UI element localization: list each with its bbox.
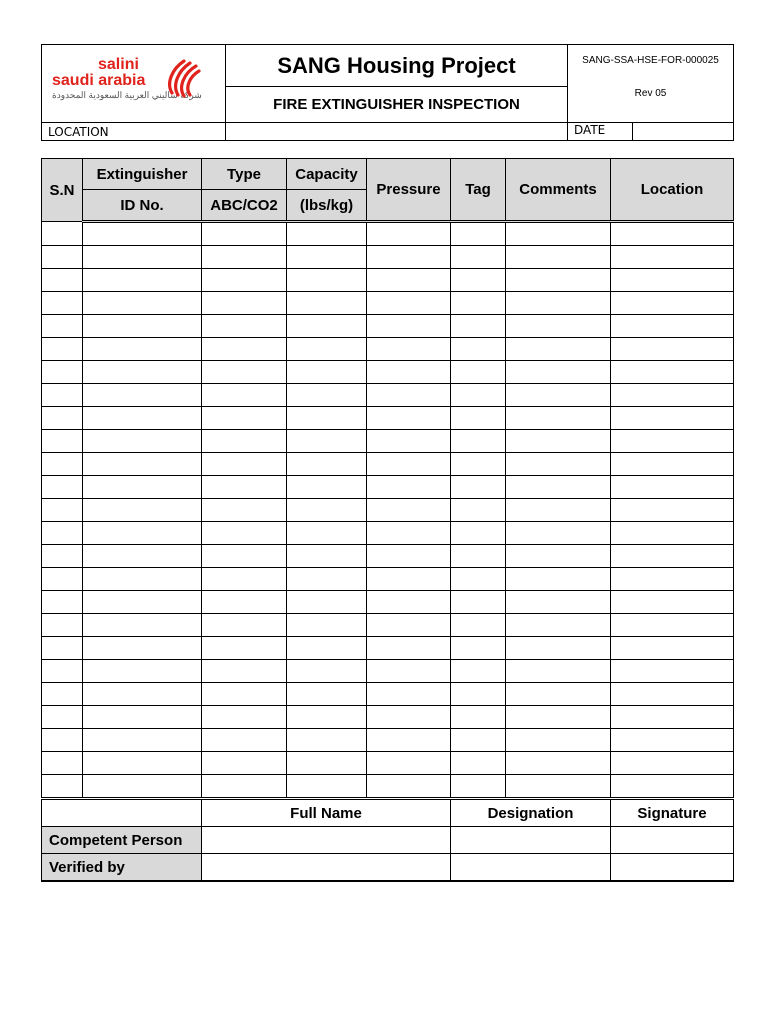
cell-tag[interactable]: [451, 683, 506, 706]
verified-by-signature-field[interactable]: [611, 854, 734, 882]
cell-tag[interactable]: [451, 637, 506, 660]
cell-location[interactable]: [611, 246, 734, 269]
cell-pressure[interactable]: [367, 683, 451, 706]
cell-comments[interactable]: [506, 430, 611, 453]
logo-line-1: salini: [98, 56, 139, 73]
cell-location[interactable]: [611, 614, 734, 637]
cell-sn[interactable]: [42, 545, 83, 568]
cell-location[interactable]: [611, 453, 734, 476]
table-row: [42, 752, 734, 775]
cell-tag[interactable]: [451, 499, 506, 522]
cell-type[interactable]: [202, 499, 287, 522]
cell-type[interactable]: [202, 361, 287, 384]
cell-comments[interactable]: [506, 453, 611, 476]
cell-type[interactable]: [202, 384, 287, 407]
competent-person-name-field[interactable]: [202, 827, 451, 854]
logo-line-3: شركة ساليني العربية السعودية المحدودة: [52, 90, 202, 100]
cell-type[interactable]: [202, 775, 287, 799]
cell-location[interactable]: [611, 269, 734, 292]
cell-location[interactable]: [611, 637, 734, 660]
cell-capacity[interactable]: [287, 430, 367, 453]
cell-location[interactable]: [611, 476, 734, 499]
cell-sn[interactable]: [42, 683, 83, 706]
cell-tag[interactable]: [451, 545, 506, 568]
cell-sn[interactable]: [42, 476, 83, 499]
cell-tag[interactable]: [451, 453, 506, 476]
table-row: [42, 222, 734, 246]
cell-comments[interactable]: [506, 614, 611, 637]
cell-comments[interactable]: [506, 729, 611, 752]
cell-type[interactable]: [202, 338, 287, 361]
table-row: [42, 729, 734, 752]
signoff-blank: [42, 799, 202, 827]
cell-capacity[interactable]: [287, 660, 367, 683]
cell-sn[interactable]: [42, 660, 83, 683]
table-row: [42, 522, 734, 545]
cell-extinguisher-id[interactable]: [83, 522, 202, 545]
cell-capacity[interactable]: [287, 637, 367, 660]
cell-pressure[interactable]: [367, 499, 451, 522]
cell-pressure[interactable]: [367, 476, 451, 499]
form-header: [41, 44, 734, 141]
cell-type[interactable]: [202, 729, 287, 752]
cell-sn[interactable]: [42, 315, 83, 338]
cell-type[interactable]: [202, 614, 287, 637]
cell-comments[interactable]: [506, 338, 611, 361]
cell-capacity[interactable]: [287, 269, 367, 292]
table-row: [42, 476, 734, 499]
cell-comments[interactable]: [506, 315, 611, 338]
cell-extinguisher-id[interactable]: [83, 246, 202, 269]
col-sn: S.N: [42, 159, 83, 222]
cell-extinguisher-id[interactable]: [83, 545, 202, 568]
cell-sn[interactable]: [42, 361, 83, 384]
cell-comments[interactable]: [506, 591, 611, 614]
date-cell: [568, 123, 734, 141]
table-row: [42, 407, 734, 430]
cell-capacity[interactable]: [287, 614, 367, 637]
cell-capacity[interactable]: [287, 292, 367, 315]
cell-type[interactable]: [202, 522, 287, 545]
cell-capacity[interactable]: [287, 361, 367, 384]
cell-location[interactable]: [611, 568, 734, 591]
table-row: [42, 292, 734, 315]
table-row: [42, 499, 734, 522]
verified-by-label: Verified by: [42, 854, 202, 882]
cell-sn[interactable]: [42, 729, 83, 752]
cell-location[interactable]: [611, 522, 734, 545]
cell-tag[interactable]: [451, 338, 506, 361]
cell-type[interactable]: [202, 453, 287, 476]
cell-tag[interactable]: [451, 568, 506, 591]
cell-tag[interactable]: [451, 706, 506, 729]
location-field[interactable]: [226, 123, 568, 141]
cell-type[interactable]: [202, 407, 287, 430]
cell-capacity[interactable]: [287, 706, 367, 729]
cell-extinguisher-id[interactable]: [83, 361, 202, 384]
cell-capacity[interactable]: [287, 775, 367, 799]
cell-tag[interactable]: [451, 522, 506, 545]
cell-capacity[interactable]: [287, 338, 367, 361]
cell-location[interactable]: [611, 407, 734, 430]
cell-location[interactable]: [611, 729, 734, 752]
col-tag: Tag: [451, 159, 506, 222]
cell-pressure[interactable]: [367, 752, 451, 775]
cell-sn[interactable]: [42, 614, 83, 637]
cell-extinguisher-id[interactable]: [83, 729, 202, 752]
col-extinguisher-id: ID No.: [83, 190, 202, 222]
cell-comments[interactable]: [506, 637, 611, 660]
cell-tag[interactable]: [451, 361, 506, 384]
cell-extinguisher-id[interactable]: [83, 775, 202, 799]
table-row: [42, 591, 734, 614]
table-row: [42, 545, 734, 568]
cell-location[interactable]: [611, 545, 734, 568]
cell-comments[interactable]: [506, 568, 611, 591]
cell-type[interactable]: [202, 315, 287, 338]
cell-type[interactable]: [202, 683, 287, 706]
table-row: [42, 637, 734, 660]
cell-comments[interactable]: [506, 269, 611, 292]
cell-tag[interactable]: [451, 315, 506, 338]
cell-sn[interactable]: [42, 499, 83, 522]
cell-sn[interactable]: [42, 637, 83, 660]
table-row: [42, 683, 734, 706]
col-type-sub: ABC/CO2: [202, 190, 287, 222]
cell-capacity[interactable]: [287, 591, 367, 614]
cell-type[interactable]: [202, 292, 287, 315]
cell-pressure[interactable]: [367, 706, 451, 729]
logo-swirl-icon: [162, 55, 202, 99]
cell-type[interactable]: [202, 706, 287, 729]
signoff-full-name-header: Full Name: [202, 799, 451, 827]
col-comments: Comments: [506, 159, 611, 222]
cell-pressure[interactable]: [367, 430, 451, 453]
table-row: [42, 269, 734, 292]
cell-pressure[interactable]: [367, 637, 451, 660]
cell-pressure[interactable]: [367, 384, 451, 407]
cell-type[interactable]: [202, 591, 287, 614]
cell-pressure[interactable]: [367, 222, 451, 246]
signoff-designation-header: Designation: [451, 799, 611, 827]
cell-tag[interactable]: [451, 407, 506, 430]
cell-type[interactable]: [202, 222, 287, 246]
cell-location[interactable]: [611, 591, 734, 614]
cell-tag[interactable]: [451, 729, 506, 752]
cell-pressure[interactable]: [367, 315, 451, 338]
cell-capacity[interactable]: [287, 545, 367, 568]
cell-sn[interactable]: [42, 430, 83, 453]
company-logo: [42, 45, 226, 123]
cell-location[interactable]: [611, 338, 734, 361]
cell-sn[interactable]: [42, 522, 83, 545]
cell-sn[interactable]: [42, 407, 83, 430]
table-row: [42, 338, 734, 361]
cell-pressure[interactable]: [367, 453, 451, 476]
cell-comments[interactable]: [506, 499, 611, 522]
cell-type[interactable]: [202, 752, 287, 775]
cell-location[interactable]: [611, 430, 734, 453]
logo-line-2: saudi arabia: [52, 72, 146, 89]
cell-type[interactable]: [202, 568, 287, 591]
cell-extinguisher-id[interactable]: [83, 499, 202, 522]
cell-extinguisher-id[interactable]: [83, 660, 202, 683]
cell-location[interactable]: [611, 361, 734, 384]
cell-capacity[interactable]: [287, 222, 367, 246]
cell-comments[interactable]: [506, 384, 611, 407]
cell-extinguisher-id[interactable]: [83, 476, 202, 499]
cell-type[interactable]: [202, 545, 287, 568]
cell-location[interactable]: [611, 292, 734, 315]
cell-tag[interactable]: [451, 591, 506, 614]
cell-pressure[interactable]: [367, 660, 451, 683]
cell-comments[interactable]: [506, 476, 611, 499]
cell-location[interactable]: [611, 315, 734, 338]
cell-extinguisher-id[interactable]: [83, 591, 202, 614]
cell-tag[interactable]: [451, 269, 506, 292]
cell-capacity[interactable]: [287, 522, 367, 545]
cell-sn[interactable]: [42, 292, 83, 315]
location-label: LOCATION: [42, 123, 226, 141]
cell-tag[interactable]: [451, 384, 506, 407]
cell-pressure[interactable]: [367, 246, 451, 269]
cell-extinguisher-id[interactable]: [83, 222, 202, 246]
col-capacity: Capacity: [287, 159, 367, 190]
cell-tag[interactable]: [451, 775, 506, 799]
cell-location[interactable]: [611, 752, 734, 775]
date-field[interactable]: [633, 123, 733, 140]
table-row: [42, 384, 734, 407]
cell-sn[interactable]: [42, 591, 83, 614]
cell-comments[interactable]: [506, 660, 611, 683]
cell-sn[interactable]: [42, 222, 83, 246]
cell-type[interactable]: [202, 430, 287, 453]
cell-pressure[interactable]: [367, 591, 451, 614]
table-row: [42, 453, 734, 476]
col-location: Location: [611, 159, 734, 222]
table-row: [42, 660, 734, 683]
cell-extinguisher-id[interactable]: [83, 706, 202, 729]
cell-extinguisher-id[interactable]: [83, 384, 202, 407]
document-code: SANG-SSA-HSE-FOR-000025 Rev 05: [568, 45, 734, 123]
cell-sn[interactable]: [42, 384, 83, 407]
cell-capacity[interactable]: [287, 246, 367, 269]
cell-capacity[interactable]: [287, 384, 367, 407]
cell-comments[interactable]: [506, 292, 611, 315]
cell-extinguisher-id[interactable]: [83, 315, 202, 338]
cell-capacity[interactable]: [287, 407, 367, 430]
col-extinguisher: Extinguisher: [83, 159, 202, 190]
col-pressure: Pressure: [367, 159, 451, 222]
cell-sn[interactable]: [42, 338, 83, 361]
cell-tag[interactable]: [451, 614, 506, 637]
cell-location[interactable]: [611, 775, 734, 799]
cell-pressure[interactable]: [367, 269, 451, 292]
cell-extinguisher-id[interactable]: [83, 614, 202, 637]
cell-tag[interactable]: [451, 246, 506, 269]
cell-extinguisher-id[interactable]: [83, 430, 202, 453]
cell-comments[interactable]: [506, 222, 611, 246]
cell-comments[interactable]: [506, 775, 611, 799]
table-row: [42, 568, 734, 591]
cell-tag[interactable]: [451, 430, 506, 453]
cell-location[interactable]: [611, 499, 734, 522]
cell-capacity[interactable]: [287, 568, 367, 591]
project-title: SANG Housing Project: [226, 45, 568, 87]
cell-pressure[interactable]: [367, 568, 451, 591]
cell-sn[interactable]: [42, 568, 83, 591]
table-row: [42, 246, 734, 269]
cell-extinguisher-id[interactable]: [83, 568, 202, 591]
table-row: [42, 315, 734, 338]
col-type: Type: [202, 159, 287, 190]
cell-pressure[interactable]: [367, 338, 451, 361]
cell-tag[interactable]: [451, 752, 506, 775]
cell-sn[interactable]: [42, 269, 83, 292]
col-capacity-unit: (lbs/kg): [287, 190, 367, 222]
cell-comments[interactable]: [506, 246, 611, 269]
cell-extinguisher-id[interactable]: [83, 752, 202, 775]
cell-location[interactable]: [611, 222, 734, 246]
cell-comments[interactable]: [506, 683, 611, 706]
cell-pressure[interactable]: [367, 775, 451, 799]
cell-extinguisher-id[interactable]: [83, 338, 202, 361]
cell-pressure[interactable]: [367, 522, 451, 545]
cell-tag[interactable]: [451, 292, 506, 315]
cell-sn[interactable]: [42, 453, 83, 476]
cell-capacity[interactable]: [287, 476, 367, 499]
cell-pressure[interactable]: [367, 729, 451, 752]
cell-pressure[interactable]: [367, 407, 451, 430]
cell-extinguisher-id[interactable]: [83, 292, 202, 315]
table-row: [42, 614, 734, 637]
competent-person-designation-field[interactable]: [451, 827, 611, 854]
cell-capacity[interactable]: [287, 752, 367, 775]
inspection-table: [41, 158, 734, 882]
cell-location[interactable]: [611, 706, 734, 729]
table-row: [42, 361, 734, 384]
cell-capacity[interactable]: [287, 453, 367, 476]
cell-capacity[interactable]: [287, 499, 367, 522]
date-label: DATE: [568, 123, 633, 140]
cell-extinguisher-id[interactable]: [83, 453, 202, 476]
cell-tag[interactable]: [451, 660, 506, 683]
verified-by-name-field[interactable]: [202, 854, 451, 882]
cell-location[interactable]: [611, 683, 734, 706]
cell-location[interactable]: [611, 660, 734, 683]
cell-sn[interactable]: [42, 246, 83, 269]
cell-extinguisher-id[interactable]: [83, 637, 202, 660]
cell-type[interactable]: [202, 246, 287, 269]
cell-comments[interactable]: [506, 407, 611, 430]
cell-comments[interactable]: [506, 361, 611, 384]
table-row: [42, 775, 734, 799]
cell-type[interactable]: [202, 637, 287, 660]
cell-comments[interactable]: [506, 545, 611, 568]
cell-comments[interactable]: [506, 706, 611, 729]
cell-extinguisher-id[interactable]: [83, 269, 202, 292]
cell-extinguisher-id[interactable]: [83, 407, 202, 430]
table-row: [42, 706, 734, 729]
cell-tag[interactable]: [451, 476, 506, 499]
cell-pressure[interactable]: [367, 614, 451, 637]
cell-comments[interactable]: [506, 752, 611, 775]
cell-capacity[interactable]: [287, 315, 367, 338]
table-row: [42, 430, 734, 453]
signoff-signature-header: Signature: [611, 799, 734, 827]
cell-pressure[interactable]: [367, 292, 451, 315]
cell-pressure[interactable]: [367, 545, 451, 568]
cell-sn[interactable]: [42, 775, 83, 799]
cell-type[interactable]: [202, 269, 287, 292]
cell-tag[interactable]: [451, 222, 506, 246]
cell-comments[interactable]: [506, 522, 611, 545]
cell-type[interactable]: [202, 476, 287, 499]
competent-person-signature-field[interactable]: [611, 827, 734, 854]
verified-by-designation-field[interactable]: [451, 854, 611, 882]
revision-label: Rev 05: [634, 88, 667, 99]
cell-sn[interactable]: [42, 706, 83, 729]
cell-capacity[interactable]: [287, 729, 367, 752]
competent-person-label: Competent Person: [42, 827, 202, 854]
cell-sn[interactable]: [42, 752, 83, 775]
cell-capacity[interactable]: [287, 683, 367, 706]
cell-pressure[interactable]: [367, 361, 451, 384]
cell-extinguisher-id[interactable]: [83, 683, 202, 706]
cell-type[interactable]: [202, 660, 287, 683]
cell-location[interactable]: [611, 384, 734, 407]
form-title: FIRE EXTINGUISHER INSPECTION: [226, 87, 568, 123]
